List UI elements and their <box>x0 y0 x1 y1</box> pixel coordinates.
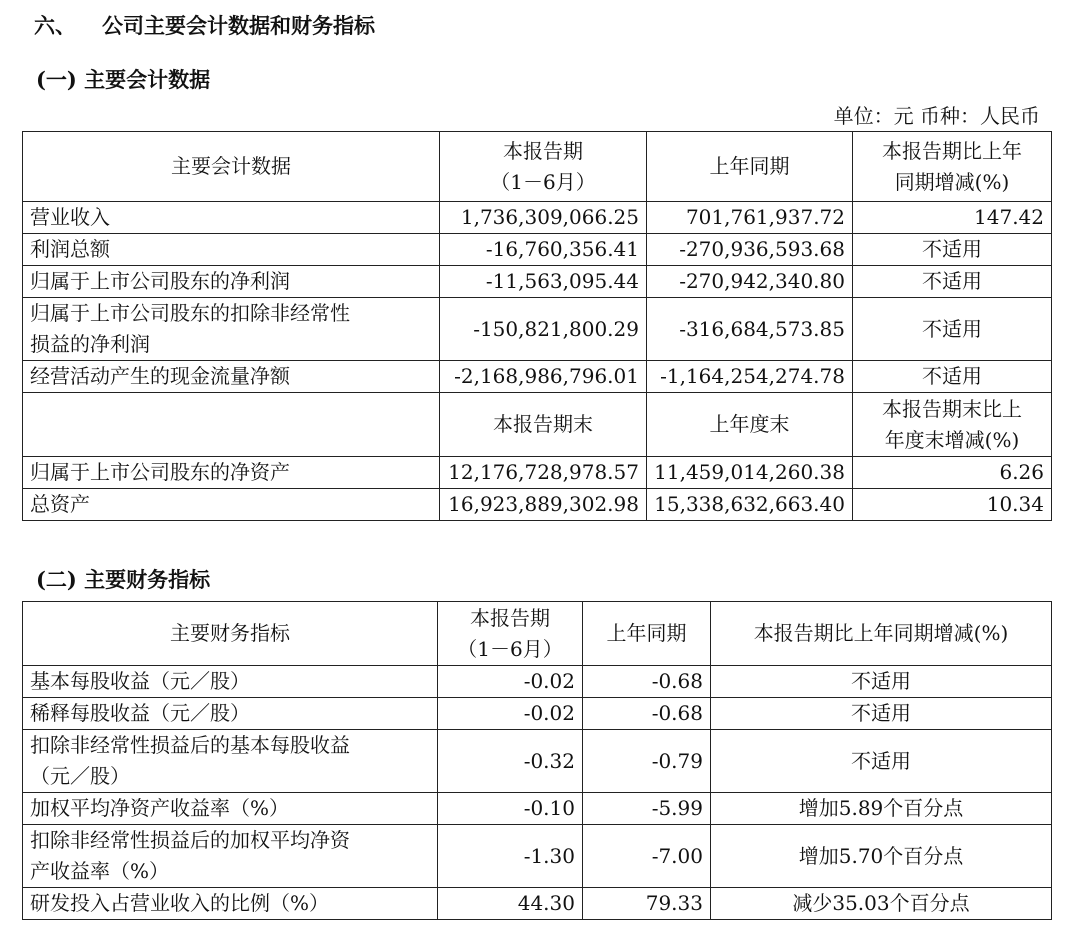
change-value: 不适用 <box>853 298 1052 361</box>
table-row <box>23 793 1052 825</box>
prior-value: -316,684,573.85 <box>647 298 853 361</box>
prior-value: -0.68 <box>583 666 711 698</box>
row-label: 稀释每股收益（元／股） <box>23 698 438 730</box>
row-label-line: 扣除非经常性损益后的加权平均净资 <box>30 828 350 852</box>
prior-value: -0.79 <box>583 730 711 793</box>
prior-value: -0.68 <box>583 698 711 730</box>
table-row <box>23 730 1052 793</box>
section-number: 六、 <box>34 13 76 38</box>
row-label-line: 归属于上市公司股东的扣除非经常性 <box>30 301 350 325</box>
table-row <box>23 666 1052 698</box>
prior-value: -7.00 <box>583 825 711 888</box>
row-label: 归属于上市公司股东的净资产 <box>23 457 440 489</box>
table-subheader-row <box>23 393 1052 457</box>
header-cell <box>438 602 583 666</box>
prior-value: -270,942,340.80 <box>647 266 853 298</box>
header-line: 本报告期 <box>470 605 550 630</box>
subsection-title-accounting-data: (一) 主要会计数据 <box>36 67 211 92</box>
current-value: 1,736,309,066.25 <box>440 202 647 234</box>
unit-currency-note: 单位：元 币种：人民币 <box>833 104 1040 128</box>
row-label <box>23 298 440 361</box>
table-header-row <box>23 602 1052 666</box>
row-label: 基本每股收益（元／股） <box>23 666 438 698</box>
row-label: 总资产 <box>23 489 440 521</box>
header-line: 年度末增减(%) <box>884 427 1020 452</box>
current-value: 16,923,889,302.98 <box>440 489 647 521</box>
row-label-line: 产收益率（%） <box>30 859 170 883</box>
change-value: 增加5.89个百分点 <box>711 793 1052 825</box>
current-value: -0.10 <box>438 793 583 825</box>
header-cell <box>440 132 647 202</box>
subsection-title-financial-indicators: (二) 主要财务指标 <box>36 567 211 592</box>
prior-value: -5.99 <box>583 793 711 825</box>
current-value: -11,563,095.44 <box>440 266 647 298</box>
current-value: 44.30 <box>438 888 583 920</box>
table-row <box>23 266 1052 298</box>
row-label: 研发投入占营业收入的比例（%） <box>23 888 438 920</box>
change-value: 10.34 <box>853 489 1052 521</box>
change-value: 147.42 <box>853 202 1052 234</box>
current-value: 12,176,728,978.57 <box>440 457 647 489</box>
change-value: 6.26 <box>853 457 1052 489</box>
prior-value: 701,761,937.72 <box>647 202 853 234</box>
table-row <box>23 457 1052 489</box>
table-row <box>23 361 1052 393</box>
row-label-line: 扣除非经常性损益后的基本每股收益 <box>30 733 350 757</box>
current-value: -1.30 <box>438 825 583 888</box>
header-line: 同期增减(%) <box>894 169 1010 194</box>
change-value: 不适用 <box>711 730 1052 793</box>
current-value: -0.02 <box>438 666 583 698</box>
prior-value: 79.33 <box>583 888 711 920</box>
table-row <box>23 298 1052 361</box>
header-line: 本报告期末比上 <box>882 396 1022 421</box>
row-label <box>23 825 438 888</box>
header-cell: 主要会计数据 <box>23 132 440 202</box>
prior-value: 11,459,014,260.38 <box>647 457 853 489</box>
change-value: 不适用 <box>853 234 1052 266</box>
table-row <box>23 234 1052 266</box>
section-title: 公司主要会计数据和财务指标 <box>102 13 375 38</box>
header-cell <box>853 393 1052 457</box>
table-row <box>23 825 1052 888</box>
table-row <box>23 698 1052 730</box>
change-value: 不适用 <box>711 666 1052 698</box>
header-line: （1－6月） <box>490 169 596 194</box>
header-cell: 上年同期 <box>583 602 711 666</box>
header-cell: 本报告期末 <box>440 393 647 457</box>
table-header-row <box>23 132 1052 202</box>
current-value: -16,760,356.41 <box>440 234 647 266</box>
table-row <box>23 202 1052 234</box>
financial-indicators-table <box>22 601 1052 920</box>
header-cell <box>853 132 1052 202</box>
row-label <box>23 730 438 793</box>
header-cell: 本报告期比上年同期增减(%) <box>711 602 1052 666</box>
row-label: 利润总额 <box>23 234 440 266</box>
change-value: 不适用 <box>711 698 1052 730</box>
row-label: 营业收入 <box>23 202 440 234</box>
accounting-data-table <box>22 131 1052 521</box>
prior-value: 15,338,632,663.40 <box>647 489 853 521</box>
table-row <box>23 489 1052 521</box>
change-value: 不适用 <box>853 266 1052 298</box>
header-line: 本报告期比上年 <box>882 138 1022 163</box>
header-line: （1－6月） <box>457 636 563 661</box>
header-line: 本报告期 <box>503 138 583 163</box>
current-value: -150,821,800.29 <box>440 298 647 361</box>
row-label: 归属于上市公司股东的净利润 <box>23 266 440 298</box>
current-value: -0.02 <box>438 698 583 730</box>
empty-cell <box>23 393 440 457</box>
change-value: 减少35.03个百分点 <box>711 888 1052 920</box>
row-label-line: 损益的净利润 <box>30 332 150 356</box>
prior-value: -270,936,593.68 <box>647 234 853 266</box>
header-cell: 主要财务指标 <box>23 602 438 666</box>
change-value: 不适用 <box>853 361 1052 393</box>
current-value: -2,168,986,796.01 <box>440 361 647 393</box>
prior-value: -1,164,254,274.78 <box>647 361 853 393</box>
table-row <box>23 888 1052 920</box>
header-cell: 上年同期 <box>647 132 853 202</box>
change-value: 增加5.70个百分点 <box>711 825 1052 888</box>
current-value: -0.32 <box>438 730 583 793</box>
row-label: 经营活动产生的现金流量净额 <box>23 361 440 393</box>
header-cell: 上年度末 <box>647 393 853 457</box>
row-label-line: （元／股） <box>30 764 130 788</box>
row-label: 加权平均净资产收益率（%） <box>23 793 438 825</box>
section-heading <box>34 10 375 40</box>
